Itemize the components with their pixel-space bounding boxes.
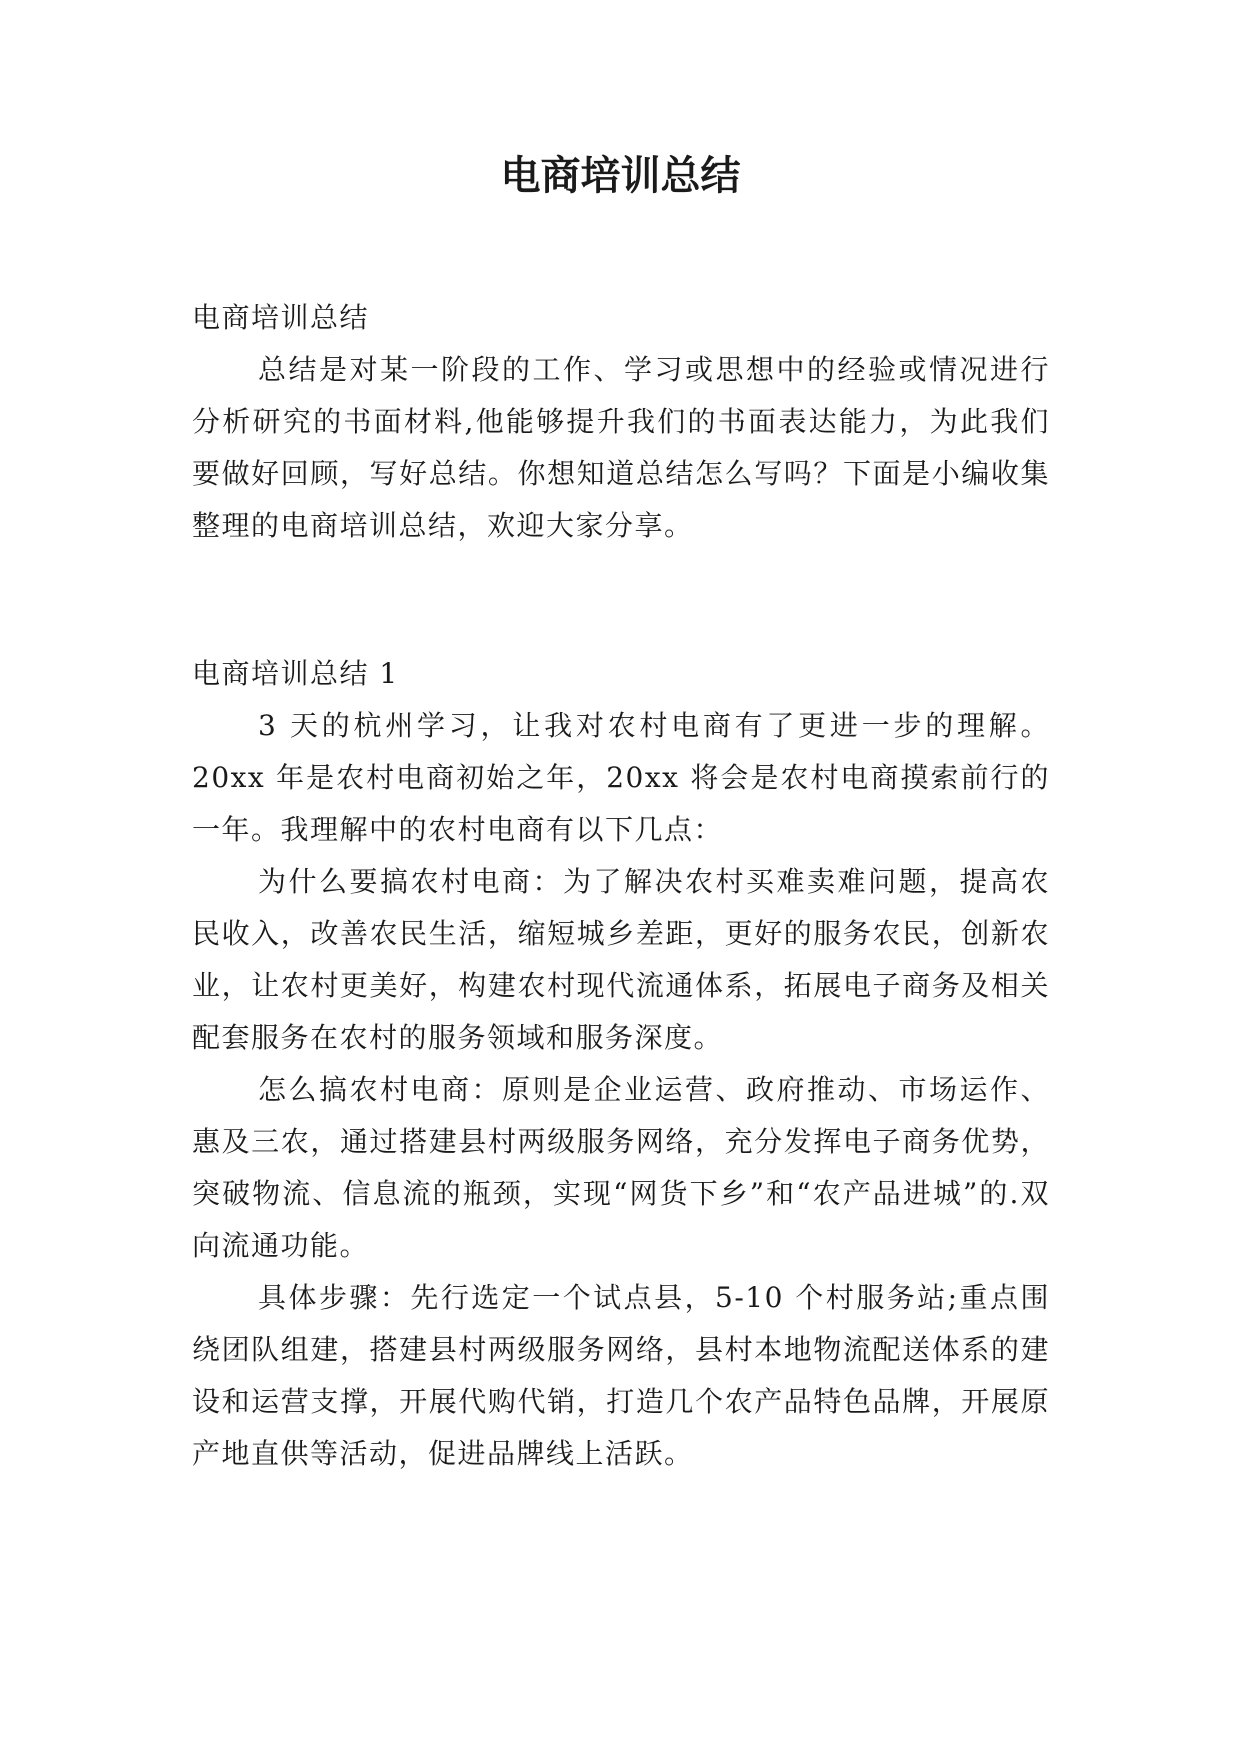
section1-paragraph-4: 具体步骤：先行选定一个试点县，5-10 个村服务站;重点围绕团队组建，搭建县村两级服务网络，县村本地物流配送体系的建设和运营支撑，开展代购代销，打造几个农产品特色品牌，开展原产地直供等活动，促进品牌线上活跃。 (192, 1281, 1050, 1470)
intro-paragraph: 总结是对某一阶段的工作、学习或思想中的经验或情况进行分析研究的书面材料,他能够提升我们的书面表达能力，为此我们要做好回顾，写好总结。你想知道总结怎么写吗？下面是小编收集整理的电商培训总结，欢迎大家分享。 (192, 353, 1050, 542)
section1-paragraph-1: 3 天的杭州学习，让我对农村电商有了更进一步的理解。20xx 年是农村电商初始之年，20xx 将会是农村电商摸索前行的一年。我理解中的农村电商有以下几点： (192, 709, 1050, 846)
intro-label: 电商培训总结 (192, 301, 370, 334)
section-spacer (192, 552, 1050, 648)
section1-paragraph-3: 怎么搞农村电商：原则是企业运营、政府推动、市场运作、惠及三农，通过搭建县村两级服务网络，充分发挥电子商务优势，突破物流、信息流的瓶颈，实现“网货下乡”和“农产品进城”的.双向流通功能。 (192, 1073, 1050, 1262)
section1-paragraph-2: 为什么要搞农村电商：为了解决农村买难卖难问题，提高农民收入，改善农民生活，缩短城乡差距，更好的服务农民，创新农业，让农村更美好，构建农村现代流通体系，拓展电子商务及相关配套服务在农村的服务领域和服务深度。 (192, 865, 1050, 1054)
section1-label: 电商培训总结 1 (192, 657, 399, 690)
document-title: 电商培训总结 (500, 152, 741, 199)
document-body (192, 292, 1050, 1480)
